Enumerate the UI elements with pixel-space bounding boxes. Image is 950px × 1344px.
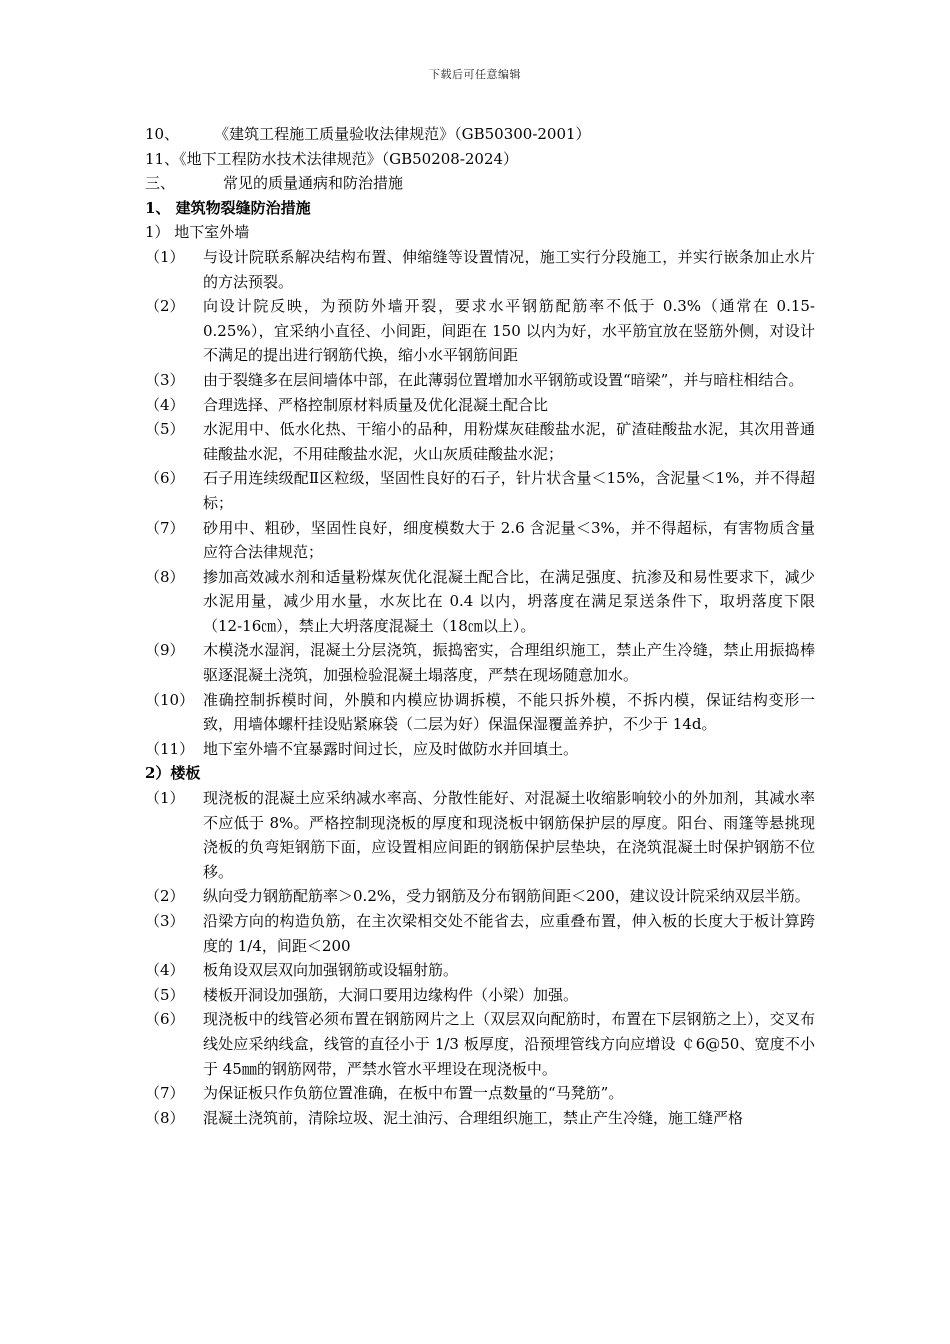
floor-slab-list (145, 786, 815, 1130)
item-text: 掺加高效减水剂和适量粉煤灰优化混凝土配合比，在满足强度、抗渗及和易性要求下，减少水泥用量，减少用水量，水灰比在 0.4 以内，坍落度在满足泵送条件下，取坍落度下限（12-16㎝），禁止大坍落度混凝土（18㎝以上）。 (203, 567, 815, 635)
list-item (145, 638, 815, 687)
subheading-basement-wall: 1） 地下室外墙 (145, 223, 250, 242)
list-item (145, 909, 815, 958)
item-number: （8） (145, 1108, 185, 1127)
subheading-floor-slab: 2）楼板 (145, 764, 201, 783)
list-item (145, 417, 815, 466)
item-number: （3） (145, 370, 185, 389)
item-text: 水泥用中、低水化热、干缩小的品种，用粉煤灰硅酸盐水泥，矿渣硅酸盐水泥，其次用普通硅酸盐水泥，不用硅酸盐水泥，火山灰质硅酸盐水泥； (203, 420, 815, 463)
item-text: 木模浇水湿润，混凝土分层浇筑，振捣密实，合理组织施工，禁止产生冷缝，禁止用振捣棒驱逐混凝土浇筑，加强检验混凝土塌落度，严禁在现场随意加水。 (203, 641, 815, 685)
reference-text: 《地下工程防水技术法律规范》（GB50208-2024） (179, 149, 519, 168)
item-number: （7） (145, 1084, 185, 1103)
item-text: 纵向受力钢筋配筋率＞0.2%，受力钢筋及分布钢筋间距＜200，建议设计院采纳双层半筋。 (203, 887, 810, 906)
list-item (145, 688, 815, 737)
section-number: 三、 (145, 174, 176, 193)
item-number: （1） (145, 789, 185, 808)
list-item (145, 1106, 815, 1131)
item-number: （11） (145, 739, 195, 758)
reference-number: 10、 (145, 125, 180, 143)
item-text: 板角设双层双向加强钢筋或设辐射筋。 (203, 961, 459, 980)
basement-wall-list (145, 245, 815, 761)
item-number: （8） (145, 567, 185, 586)
item-number: （4） (145, 395, 185, 414)
item-number: （2） (145, 297, 185, 316)
item-number: （1） (145, 247, 185, 266)
item-number: （6） (145, 1010, 185, 1029)
list-item (145, 786, 815, 884)
list-item (145, 565, 815, 639)
page-header: 下载后可任意编辑 (429, 68, 521, 81)
reference-number: 11、 (145, 149, 180, 168)
item-number: （4） (145, 961, 185, 980)
item-number: （10） (145, 690, 195, 709)
list-item (145, 737, 815, 762)
section-three (145, 171, 815, 196)
list-item (145, 294, 815, 368)
reference-10 (145, 122, 815, 147)
document-body (145, 122, 815, 1130)
item-number: （7） (145, 518, 185, 537)
list-item (145, 983, 815, 1008)
item-text: 准确控制拆模时间，外膜和内模应协调拆模，不能只拆外模，不拆内模，保证结构变形一致，用墙体螺杆挂设贴紧麻袋（二层为好）保温保湿覆盖养护，不少于 14d。 (203, 690, 815, 734)
item-text: 砂用中、粗砂，坚固性良好，细度模数大于 2.6 含泥量＜3%，并不得超标，有害物质含量应符合法律规范； (203, 518, 815, 562)
item-text: 混凝土浇筑前，清除垃圾、泥土油污、合理组织施工，禁止产生冷缝，施工缝严格 (203, 1108, 744, 1127)
heading-crack-prevention: 1、 建筑物裂缝防治措施 (145, 198, 311, 217)
list-item (145, 884, 815, 909)
item-text: 与设计院联系解决结构布置、伸缩缝等设置情况，施工实行分段施工，并实行嵌条加止水片的方法预裂。 (203, 247, 815, 291)
item-number: （6） (145, 469, 185, 488)
item-text: 现浇板的混凝土应采纳减水率高、分散性能好、对混凝土收缩影响较小的外加剂，其减水率不应低于 8%。严格控制现浇板的厚度和现浇板中钢筋保护层的厚度。阳台、雨篷等悬挑现浇板的负弯矩钢筋下面，应设置相应间距的钢筋保护层垫块，在浇筑混凝土时保护钢筋不位移。 (203, 789, 815, 881)
section-title: 常见的质量通病和防治措施 (223, 174, 404, 193)
list-item (145, 368, 815, 393)
list-item (145, 466, 815, 515)
list-item (145, 1081, 815, 1106)
item-text: 楼板开洞设加强筋，大洞口要用边缘构件（小梁）加强。 (203, 985, 579, 1004)
item-text: 石子用连续级配Ⅱ区粒级，坚固性良好的石子，针片状含量＜15%，含泥量＜1%，并不得超标； (203, 469, 815, 512)
item-number: （9） (145, 641, 185, 660)
item-number: （5） (145, 420, 185, 439)
item-number: （5） (145, 985, 185, 1004)
item-text: 合理选择、严格控制原材料质量及优化混凝土配合比 (203, 395, 549, 414)
list-item (145, 516, 815, 565)
item-number: （3） (145, 912, 185, 930)
list-item (145, 1007, 815, 1081)
list-item (145, 958, 815, 983)
item-text: 由于裂缝多在层间墙体中部，在此薄弱位置增加水平钢筋或设置“暗梁”，并与暗柱相结合。 (203, 370, 804, 389)
item-text: 沿梁方向的构造负筋，在主次梁相交处不能省去，应重叠布置，伸入板的长度大于板计算跨度的 1/4，间距＜200 (203, 912, 815, 955)
item-text: 现浇板中的线管必须布置在钢筋网片之上（双层双向配筋时，布置在下层钢筋之上），交叉布线处应采纳线盒，线管的直径小于 1/3 板厚度，沿预埋管线方向应增设 ￠6@50、宽度不小于 45㎜的钢筋网带，严禁水管水平埋设在现浇板中。 (203, 1010, 815, 1078)
item-text: 向设计院反映，为预防外墙开裂，要求水平钢筋配筋率不低于 0.3%（通常在 0.15-0.25%），宜采纳小直径、小间距，间距在 150 以内为好，水平筋宜放在竖筋外侧，对设计不满足的提出进行钢筋代换，缩小水平钢筋间距 (203, 297, 815, 365)
list-item (145, 393, 815, 418)
list-item (145, 245, 815, 294)
item-number: （2） (145, 887, 185, 906)
item-text: 为保证板只作负筋位置准确，在板中布置一点数量的“马凳筋”。 (203, 1084, 624, 1103)
item-text: 地下室外墙不宜暴露时间过长，应及时做防水并回填土。 (203, 739, 579, 758)
reference-text: 《建筑工程施工质量验收法律规范》（GB50300-2001） (214, 125, 591, 143)
reference-11 (145, 147, 815, 172)
